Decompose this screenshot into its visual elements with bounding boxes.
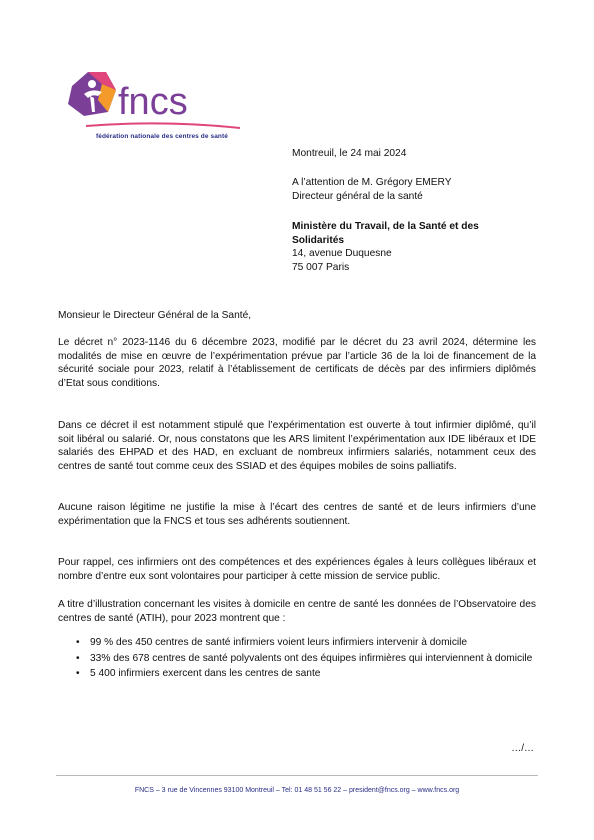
recipient-block: [292, 220, 479, 274]
paragraph: Aucune raison légitime ne justifie la mise à l’écart des centres de santé et de leurs infirmiers d’une expérimentation que la FNCS et tous ses adhérents soutiennent.: [58, 502, 536, 527]
recipient-address: 14, avenue Duquesne: [292, 248, 392, 259]
fncs-logo: [62, 64, 252, 154]
continued-marker: …/…: [511, 743, 534, 754]
bullet-icon: •: [76, 668, 80, 680]
logo-emblem-icon: [68, 72, 116, 116]
list-item: • 33% des 678 centres de santé polyvalents ont des équipes infirmières qui interviennent à domicile: [76, 652, 533, 664]
bullet-icon: •: [76, 637, 80, 648]
paragraph: Pour rappel, ces infirmiers ont des compétences et des expériences égales à leurs collègues libéraux et nombre d’entre eux sont volontaires pour participer à cette mission de service public.: [58, 557, 536, 582]
recipient-city: 75 007 Paris: [292, 261, 350, 273]
footer-divider: [56, 775, 538, 776]
logo-brand-text: fncs: [118, 81, 188, 123]
attention-block: [292, 176, 452, 203]
paragraph: Le décret n° 2023-1146 du 6 décembre 2023, modifié par le décret du 23 avril 2024, détermine les modalités de mise en œuvre de l’expérimentation prévue par l’article 36 de la loi de financement de la sécurité sociale pour 2023, relatif à l’établissement de certificats de décès par des infirmiers diplômés d’Etat sous conditions.: [58, 337, 536, 390]
logo-subtitle: fédération nationale des centres de santé: [96, 133, 228, 140]
list-item: • 99 % des 450 centres de santé infirmiers voient leurs infirmiers intervenir à domicile: [76, 637, 468, 648]
letter-date: Montreuil, le 24 mai 2024: [292, 148, 407, 159]
paragraph: A titre d’illustration concernant les visites à domicile en centre de santé les données de l’Observatoire des centres de santé (ATIH), pour 2023 montrent que :: [58, 599, 536, 624]
recipient-org-line: Solidarités: [292, 234, 345, 246]
paragraph: Dans ce décret il est notamment stipulé que l’expérimentation est ouverte à tout infirmier diplômé, qu’il soit libéral ou salarié. Or, nous constatons que les ARS limitent l’expérimentation aux IDE libéraux et IDE salariés des EHPAD et des HAD, en excluant de nombreux infirmiers salariés, notamment ceux des centres de santé tout comme ceux des SSIAD et des équipes mobiles de soins palliatifs.: [58, 420, 536, 473]
bullet-icon: •: [76, 652, 80, 664]
footer-contact: FNCS – 3 rue de Vincennes 93100 Montreuil – Tel: 01 48 51 56 22 – president@fncs.org – www.fncs.org: [134, 787, 460, 794]
attention-title: Directeur général de la santé: [292, 190, 423, 202]
salutation: Monsieur le Directeur Général de la Santé,: [58, 310, 252, 321]
recipient-org-line: Ministère du Travail, de la Santé et des: [292, 221, 479, 232]
statistics-list: [58, 636, 536, 683]
list-item: • 5 400 infirmiers exercent dans les centres de sante: [76, 668, 321, 680]
attention-line: A l’attention de M. Grégory EMERY: [292, 177, 452, 188]
